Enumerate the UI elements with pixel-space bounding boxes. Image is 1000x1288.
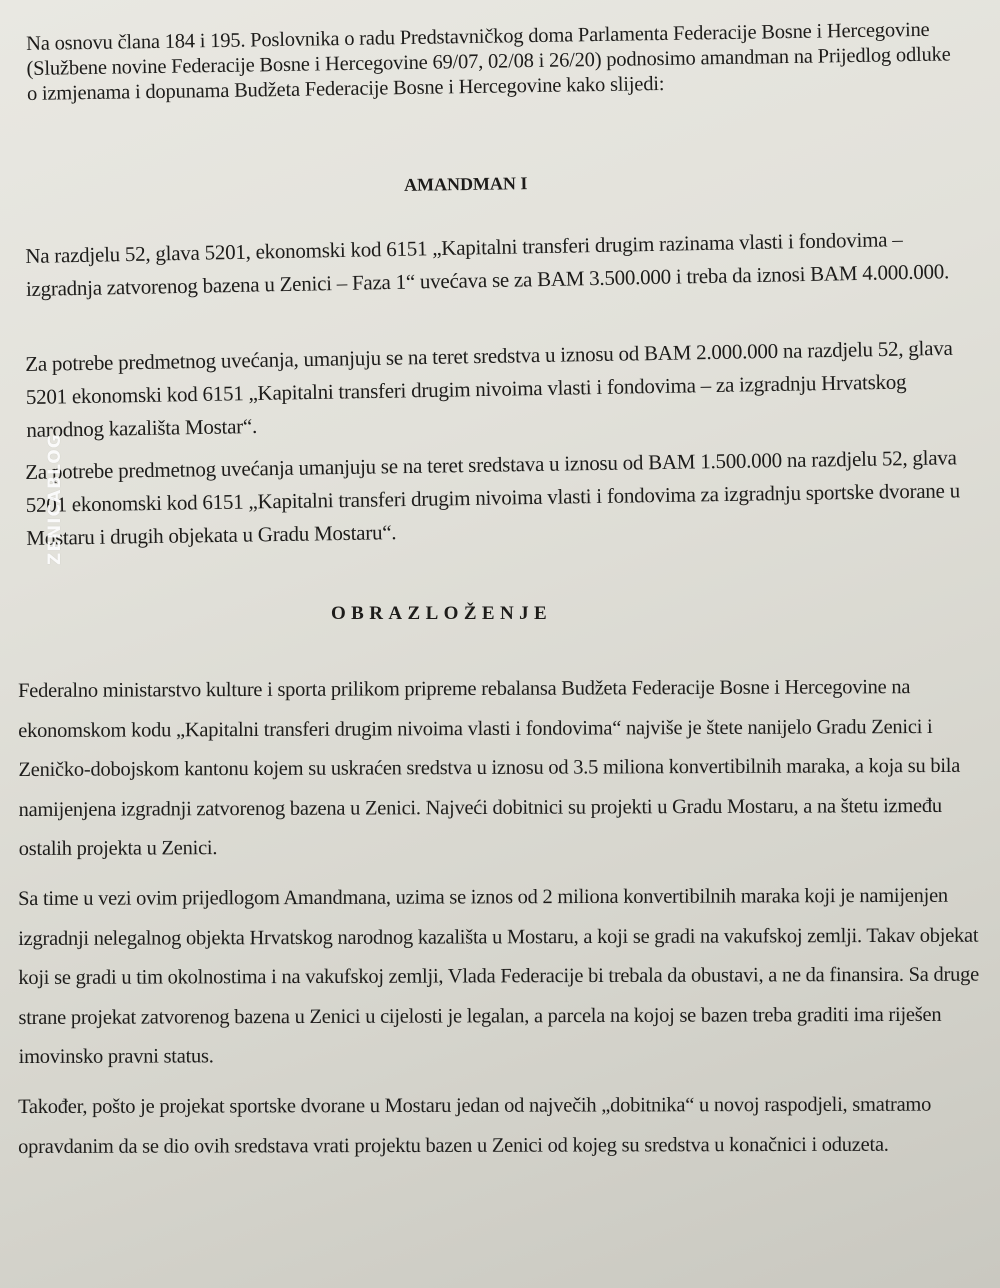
justification-paragraph-1: Federalno ministarstvo kulture i sporta prilikom pripreme rebalansa Budžeta Federacije Bosne i Hercegovine na ekonomskom kodu „Kapitalni transferi drugim nivoima vlasti i fondovima“ najviše je štete nanijelo Gradu Zenici i Zeničko-dobojskom kantonu kojem su uskraćen sredstva u iznosu od 3.5 miliona konvertibilnih maraka, a koja su bila namijenjena izgradnji zatvorenog bazena u Zenici. Najveći dobitnici su projekti u Gradu Mostaru, a na štetu između ostalih projekta u Zenici.	[18, 676, 961, 860]
amendment-title: AMANDMAN I	[403, 173, 528, 195]
intro-paragraph: Na osnovu člana 184 i 195. Poslovnika o radu Predstavničkog doma Parlamenta Federacije Bosne i Hercegovine (Službene novine Federacije Bosne i Hercegovine 69/07, 02/08 i 26/20) podnosimo amandman na Prijedlog odluke o izmjenama i dopunama Budžeta Federacije Bosne i Hercegovine kako slijedi:	[26, 18, 951, 105]
justification-paragraph-2: Sa time u vezi ovim prijedlogom Amandmana, uzima se iznos od 2 miliona konvertibilnih maraka koji je namijenjen izgradnji nelegalnog objekta Hrvatskog narodnog kazališta u Mostaru, a koji se gradi na vakufskoj zemlji. Takav objekat koji se gradi u tim okolnostima i na vakufskoj zemlji, Vlada Federacije bi trebala da obustavi, a ne da finansira. Sa druge strane projekat zatvorenog bazena u Zenici u cijelosti je legalan, a parcela na kojoj se bazen treba graditi ima riješen imovinsko pravni status.	[18, 884, 979, 1068]
justification-title: OBRAZLOŽENJE	[331, 603, 553, 624]
watermark: ZENICABLOG	[45, 433, 65, 565]
amendment-paragraph-2: Za potrebe predmetnog uvećanja, umanjuju se na teret sredstva u iznosu od BAM 2.000.000 na razdjelu 52, glava 5201 ekonomski kod 6151 „Kapitalni transferi drugim nivoima vlasti i fondovima – za izgradnju Hrvatskog narodnog kazališta Mostar“.	[25, 335, 953, 442]
justification-paragraph-3: Također, pošto je projekat sportske dvorane u Mostaru jedan od največih „dobitnika“ u novoj raspodjeli, smatramo opravdanim da se dio ovih sredstava vrati projektu bazen u Zenici od kojeg su sredstva u konačnici i oduzeta.	[18, 1093, 932, 1158]
amendment-paragraph-3: Za potrebe predmetnog uvećanja umanjuju se na teret sredstava u iznosu od BAM 1.500.000 na razdjelu 52, glava 5201 ekonomski kod 6151 „Kapitalni transferi drugim nivoima vlasti i fondovima za izgradnju sportske dvorane u Mostaru i drugih objekata u Gradu Mostaru“.	[25, 445, 961, 550]
amendment-paragraph-1: Na razdjelu 52, glava 5201, ekonomski kod 6151 „Kapitalni transferi drugim razinama vlasti i fondovima – izgradnja zatvorenog bazena u Zenici – Faza 1“ uvećava se za BAM 3.500.000 i treba da iznosi BAM 4.000.000.	[25, 227, 950, 301]
